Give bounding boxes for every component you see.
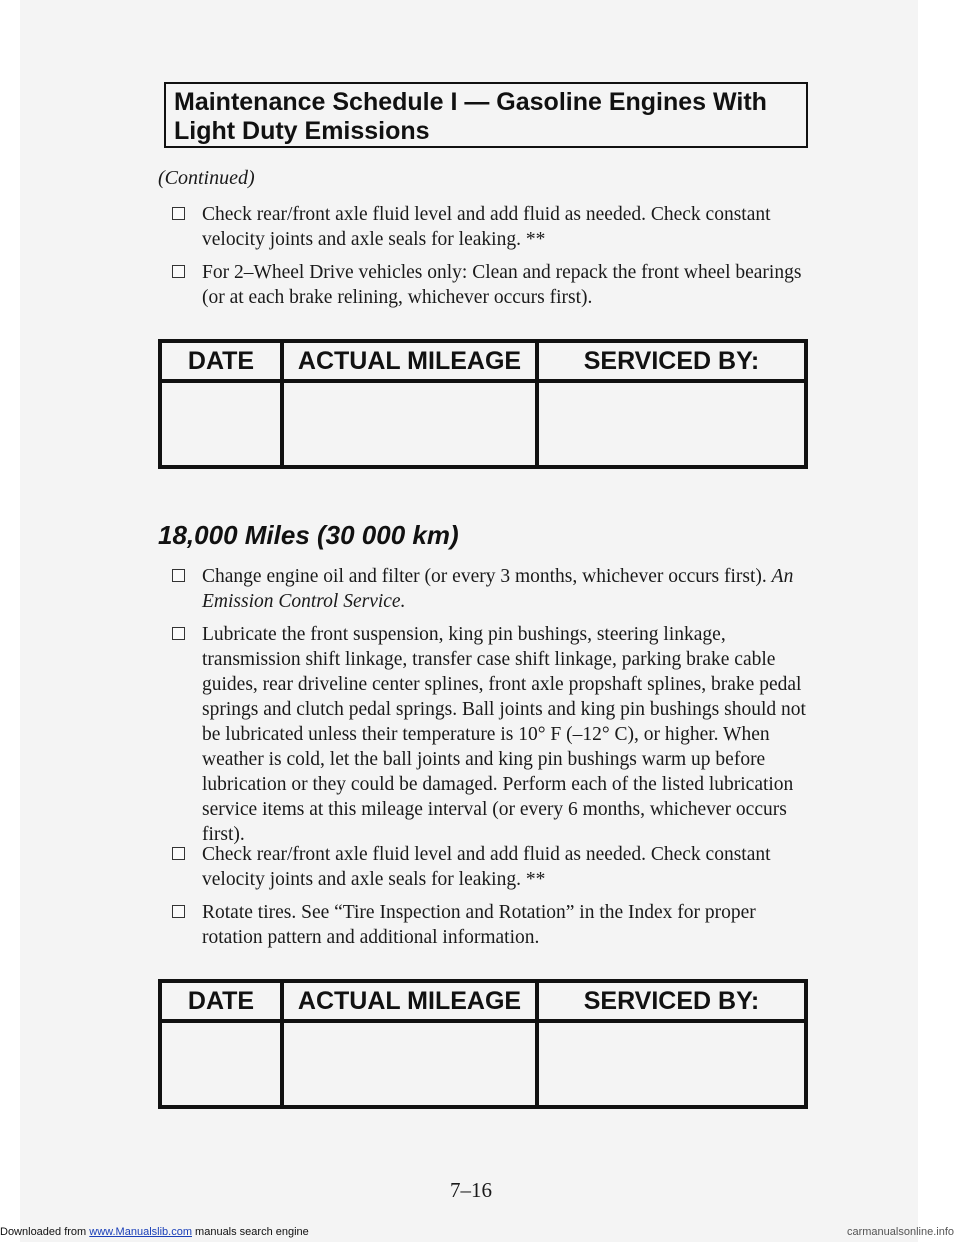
watermark: carmanualsonline.info xyxy=(846,1226,954,1238)
section-title: 18,000 Miles (30 000 km) xyxy=(158,520,459,550)
page-number: 7–16 xyxy=(450,1178,492,1202)
mileage-cell[interactable] xyxy=(284,1023,539,1105)
service-log-table xyxy=(158,979,808,1109)
mileage-header: ACTUAL MILEAGE xyxy=(284,983,539,1019)
list-item xyxy=(202,842,812,892)
item-text: Rotate tires. See “Tire Inspection and Rotation” in the Index for proper rotation pattern and additional information. xyxy=(202,902,756,948)
mileage-header: ACTUAL MILEAGE xyxy=(284,343,539,379)
checkbox-icon[interactable] xyxy=(172,207,185,220)
service-log-row xyxy=(162,1023,804,1105)
footer-prefix: Downloaded from xyxy=(0,1226,87,1238)
item-text: Check rear/front axle fluid level and add fluid as needed. Check constant velocity joints and axle seals for leaking. ** xyxy=(202,844,771,890)
date-cell[interactable] xyxy=(162,383,284,465)
list-item xyxy=(202,900,812,950)
service-log-header xyxy=(162,983,804,1023)
date-header: DATE xyxy=(162,343,284,379)
list-item xyxy=(202,564,812,614)
header-title-line1: Maintenance Schedule I — Gasoline Engines With xyxy=(174,88,767,116)
serviced-by-header: SERVICED BY: xyxy=(583,346,760,375)
item-text: Lubricate the front suspension, king pin bushings, steering linkage, transmission shift linkage, transfer case shift linkage, parking brake cable guides, rear driveline center splines, front axle propshaft splines, brake pedal springs and clutch pedal springs. Ball joints and king pin bushings should not be lubricated unless their temperature is 10° F (–12° C), or higher. When weather is cold, let the ball joints and king pin bushings warm up before lubrication or they could be damaged. Perform each of the listed lubrication service items at this mileage interval (or every 6 months, whichever occurs first). xyxy=(202,624,806,845)
checkbox-icon[interactable] xyxy=(172,847,185,860)
date-cell[interactable] xyxy=(162,1023,284,1105)
service-log-table xyxy=(158,339,808,469)
service-log-header xyxy=(162,343,804,383)
footer-suffix: manuals search engine xyxy=(195,1226,309,1238)
serviced-by-header: SERVICED BY: xyxy=(583,986,760,1015)
header-title-line2: Light Duty Emissions xyxy=(174,117,430,145)
mileage-cell[interactable] xyxy=(284,383,539,465)
checkbox-icon[interactable] xyxy=(172,905,185,918)
item-emphasis: An Emission Control Service. xyxy=(202,566,794,612)
date-header: DATE xyxy=(162,983,284,1019)
download-footer xyxy=(0,1226,309,1238)
section-header-box xyxy=(164,82,808,148)
item-text: Change engine oil and filter (or every 3 months, whichever occurs first). xyxy=(202,566,772,587)
list-item xyxy=(202,622,812,847)
serviced-by-cell[interactable] xyxy=(539,1023,804,1105)
checkbox-icon[interactable] xyxy=(172,627,185,640)
continued-label: (Continued) xyxy=(158,167,255,189)
manualslib-link[interactable]: www.Manualslib.com xyxy=(89,1226,192,1238)
item-text: For 2–Wheel Drive vehicles only: Clean and repack the front wheel bearings (or at each brake relining, whichever occurs first). xyxy=(202,262,802,308)
service-log-row xyxy=(162,383,804,465)
checkbox-icon[interactable] xyxy=(172,569,185,582)
item-text: Check rear/front axle fluid level and add fluid as needed. Check constant velocity joints and axle seals for leaking. ** xyxy=(202,204,771,250)
checkbox-icon[interactable] xyxy=(172,265,185,278)
list-item xyxy=(202,202,812,252)
list-item xyxy=(202,260,812,310)
serviced-by-cell[interactable] xyxy=(539,383,804,465)
